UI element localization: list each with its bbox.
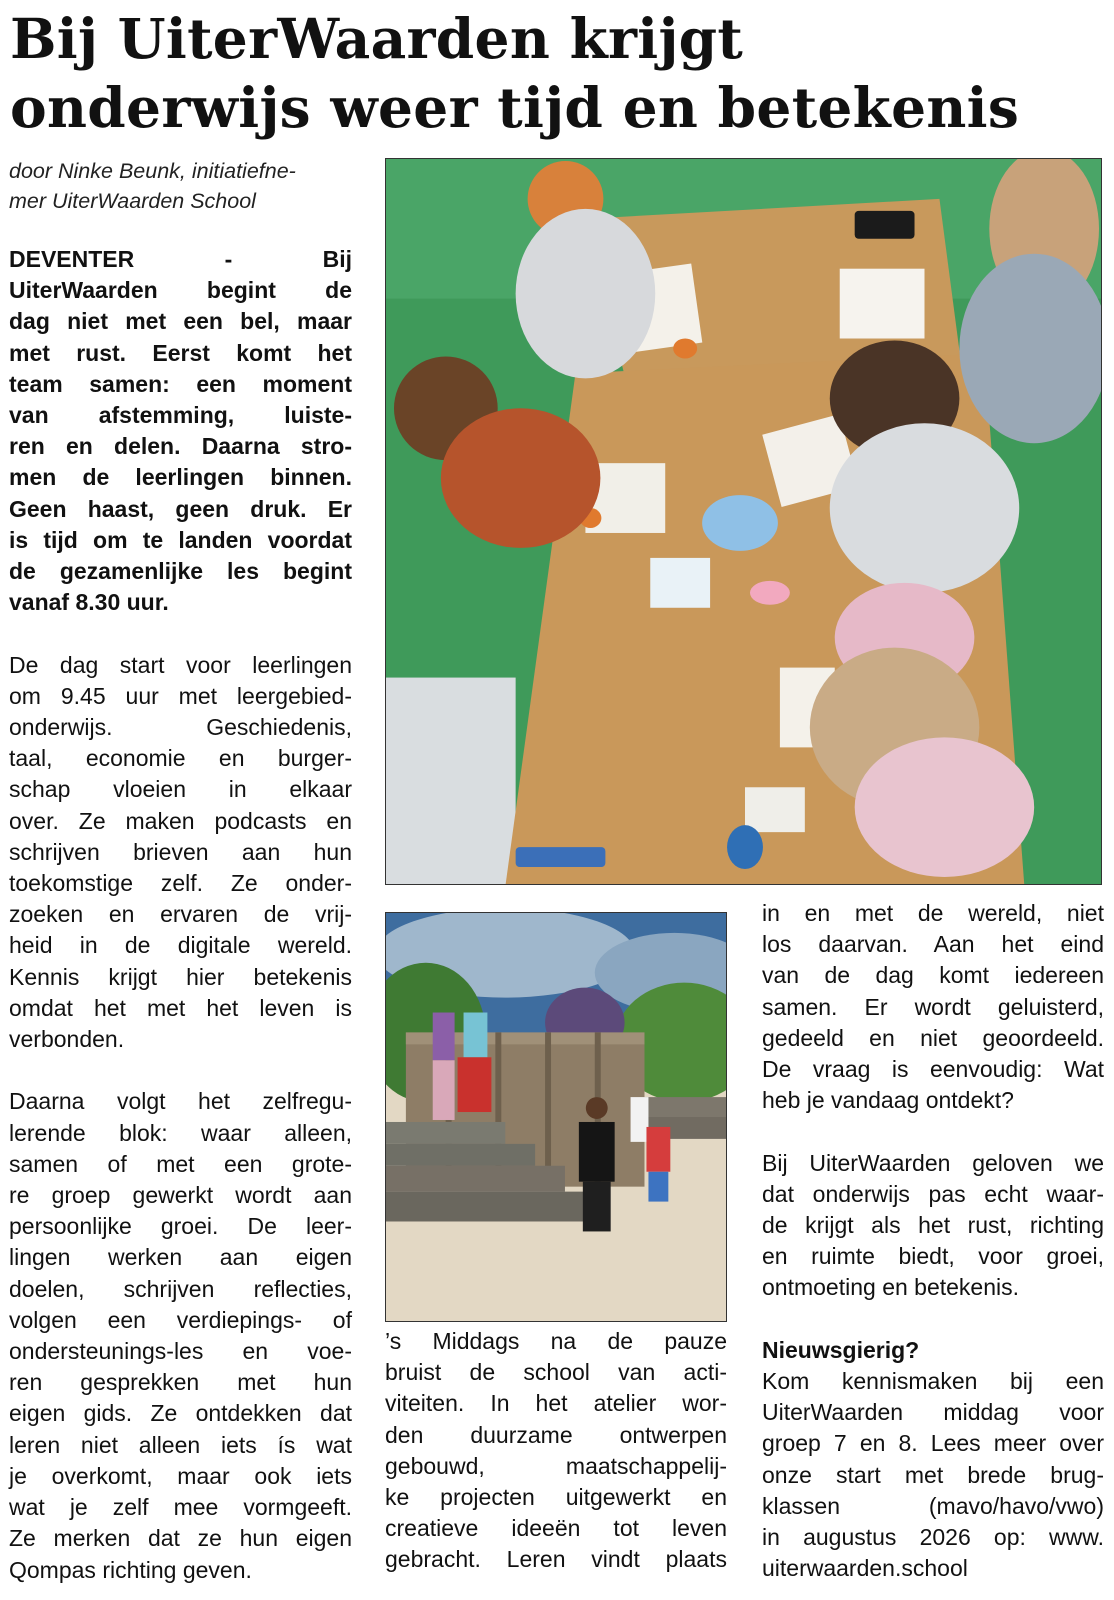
headline-line: Bij UiterWaarden krijgt (10, 6, 744, 71)
lead-paragraph (9, 244, 352, 618)
text-line: gedeeld en niet geoordeeld. (762, 1024, 1104, 1051)
paragraph (9, 650, 352, 1056)
byline-line: door Ninke Beunk, initiatiefne- (9, 159, 296, 183)
text-line: De vraag is eenvoudig: Wat (762, 1056, 1104, 1083)
website-link[interactable]: uiterwaarden.school (762, 1555, 968, 1582)
text-line: in en met de wereld, niet (762, 900, 1104, 926)
text-line: UiterWaarden middag voor (762, 1399, 1104, 1426)
text-line: Bij UiterWaarden geloven we (762, 1149, 1104, 1176)
text-line: de krijgt als het rust, richting (762, 1212, 1104, 1239)
playground-photo-illustration (386, 913, 726, 1321)
byline-line: mer UiterWaarden School (9, 189, 256, 213)
paragraph (762, 1148, 1104, 1304)
classroom-photo-illustration (386, 159, 1101, 884)
text-line: doelen, schrijven reflecties, (9, 1275, 352, 1302)
article-column-3 (762, 898, 1104, 1584)
text-line: in augustus 2026 op: www. (762, 1524, 1104, 1551)
text-line: creatieve ideeën tot leven (385, 1515, 727, 1542)
text-line: Ze merken dat ze hun eigen (9, 1525, 352, 1552)
text-line: eigen gids. Ze ontdekken dat (9, 1400, 352, 1427)
paragraph (762, 1366, 1104, 1584)
text-line: UiterWaarden begint de (9, 277, 352, 304)
text-line: klassen (mavo/havo/vwo) (762, 1492, 1104, 1519)
subheading: Nieuwsgierig? (762, 1336, 920, 1363)
text-line: den duurzame ontwerpen (385, 1421, 727, 1448)
text-line: Daarna volgt het zelfregu- (9, 1088, 352, 1115)
text-line: viteiten. In het atelier wor- (385, 1390, 727, 1417)
paragraph (9, 1086, 352, 1585)
text-line: verbonden. (9, 1026, 125, 1053)
text-line: persoonlijke groei. De leer- (9, 1213, 352, 1240)
text-line: heb je vandaag ontdekt? (762, 1087, 1014, 1114)
text-line: ke projecten uitgewerkt en (385, 1484, 727, 1511)
text-line: ren en delen. Daarna stro- (9, 433, 352, 460)
text-line: zoeken en ervaren de vrij- (9, 901, 352, 928)
text-line: schap vloeien in elkaar (9, 776, 352, 803)
text-line: taal, economie en burger- (9, 745, 352, 772)
text-line: je overkomt, maar ook iets (9, 1462, 352, 1489)
text-line: wat je zelf mee vormgeeft. (9, 1494, 352, 1521)
text-line: re groep gewerkt wordt aan (9, 1182, 352, 1209)
text-line: volgen een verdiepings- of (9, 1306, 352, 1333)
text-line: van de dag komt iedereen (762, 962, 1104, 989)
text-line: DEVENTER - Bij (9, 246, 352, 272)
text-line: dag niet met een bel, maar (9, 308, 352, 335)
text-line: omdat het met het leven is (9, 994, 352, 1021)
text-line: dat onderwijs pas echt waar- (762, 1180, 1104, 1207)
text-line: met rust. Eerst komt het (9, 339, 352, 366)
text-line: Qompas richting geven. (9, 1556, 252, 1583)
text-line: team samen: een moment (9, 370, 352, 397)
text-line: ondersteunings-les en voe- (9, 1338, 352, 1365)
text-line: ’s Middags na de pauze (385, 1328, 727, 1354)
text-line: is tijd om te landen voordat (9, 526, 352, 553)
text-line: samen. Er wordt geluisterd, (762, 993, 1104, 1020)
text-line: lerende blok: waar alleen, (9, 1119, 352, 1146)
text-line: leren niet alleen iets ís wat (9, 1431, 352, 1458)
text-line: groep 7 en 8. Lees meer over (762, 1430, 1104, 1457)
text-line: schrijven brieven aan hun (9, 838, 352, 865)
text-line: Kom kennismaken bij een (762, 1368, 1104, 1395)
text-line: gebracht. Leren vindt plaats (385, 1546, 727, 1573)
text-line: men de leerlingen binnen. (9, 464, 352, 491)
headline (10, 4, 1110, 142)
text-line: lingen werken aan eigen (9, 1244, 352, 1271)
text-line: Kennis krijgt hier betekenis (9, 963, 352, 990)
text-line: en ruimte biedt, voor groei, (762, 1243, 1104, 1270)
playground-photo (385, 912, 727, 1322)
text-line: los daarvan. Aan het eind (762, 931, 1104, 958)
text-line: De dag start voor leerlingen (9, 651, 352, 678)
text-line: vanaf 8.30 uur. (9, 589, 169, 616)
text-line: gebouwd, maatschappelij- (385, 1452, 727, 1479)
text-line: Geen haast, geen druk. Er (9, 495, 352, 522)
text-line: van afstemming, luiste- (9, 402, 352, 429)
article-column-2 (385, 1326, 727, 1576)
byline (9, 156, 354, 216)
text-line: heid in de digitale wereld. (9, 932, 352, 959)
text-line: onze start met brede brug- (762, 1461, 1104, 1488)
text-line: bruist de school van acti- (385, 1359, 727, 1386)
text-line: de gezamenlijke les begint (9, 558, 352, 585)
text-line: over. Ze maken podcasts en (9, 807, 352, 834)
text-line: ren gesprekken met hun (9, 1369, 352, 1396)
text-line: toekomstige zelf. Ze onder- (9, 870, 352, 897)
text-line: om 9.45 uur met leergebied- (9, 682, 352, 709)
classroom-photo (385, 158, 1102, 885)
paragraph (762, 898, 1104, 1116)
headline-line: onderwijs weer tijd en betekenis (10, 75, 1020, 140)
text-line: samen of met een grote- (9, 1150, 352, 1177)
article-column-1 (9, 244, 352, 1586)
text-line: onderwijs. Geschiedenis, (9, 714, 352, 741)
text-line: ontmoeting en betekenis. (762, 1274, 1020, 1301)
